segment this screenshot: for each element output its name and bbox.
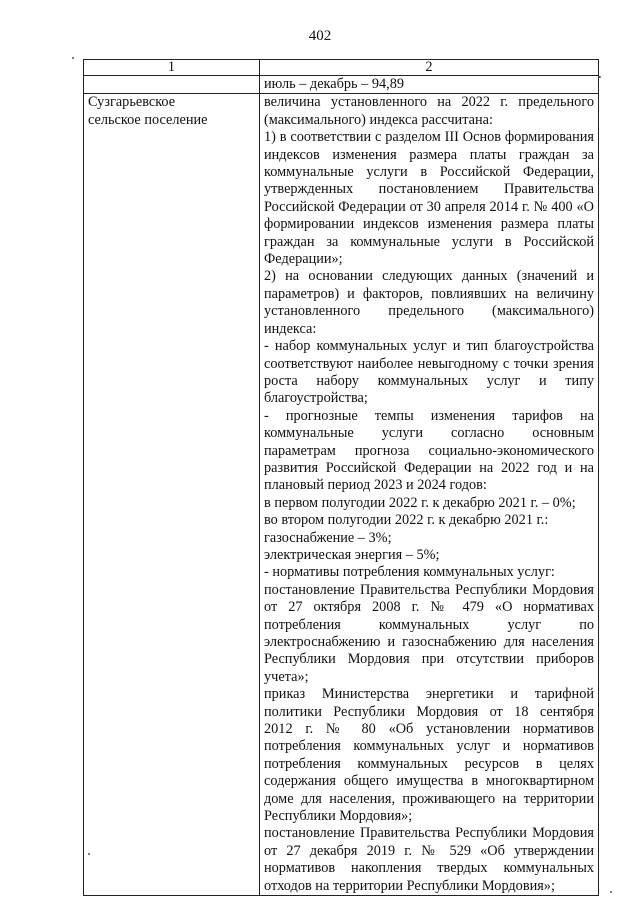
content-line: формировании индексов изменения размера платы (264, 216, 594, 233)
column-header-1: 1 (84, 60, 260, 76)
content-line: установленного предельного (максимального) (264, 303, 594, 320)
content-line: политики Республики Мордовия от 18 сентября (264, 703, 594, 720)
content-line: параметров) и факторов, повлиявших на величину (264, 285, 594, 302)
content-line: потребления коммунальных ресурсов в целях (264, 755, 594, 772)
content-line: Республики Мордовия при отсутствии приборов (264, 651, 594, 668)
content-line: газоснабжение – 3%; (264, 529, 392, 546)
content-line: 1) в соответствии с разделом III Основ формирования (264, 129, 594, 146)
content-line: - набор коммунальных услуг и тип благоустройства (264, 338, 594, 355)
content-line: Российской Федерации от 30 апреля 2014 г. № 400 «О (264, 198, 594, 215)
content-line: плановый период 2023 и 2024 годов: (264, 477, 487, 494)
table-header-row (84, 60, 599, 76)
continuation-cell (260, 76, 599, 94)
content-line: параметрам прогноза социально-экономического (264, 442, 594, 459)
content-line: нормативов накопления твердых коммунальных (264, 860, 594, 877)
page-number: 402 (308, 28, 332, 44)
continuation-row (84, 76, 599, 94)
content-line: коммунальные услуги согласно основным (264, 425, 594, 442)
content-line: учета»; (264, 668, 309, 685)
content-line: постановление Правительства Республики Мордовия (264, 581, 594, 598)
content-line: электроснабжению и газоснабжению для населения (264, 634, 594, 650)
scan-speck (610, 891, 612, 893)
content-line: отходов на территории Республики Мордовия»; (264, 877, 555, 894)
content-line: утвержденных постановлением Правительства (264, 181, 594, 198)
scan-speck (72, 57, 74, 59)
content-line: (максимального) индекса рассчитана: (264, 111, 493, 128)
content-line: во втором полугодии 2022 г. к декабрю 2021 г.: (264, 512, 549, 529)
content-line: в первом полугодии 2022 г. к декабрю 2021 г. – 0%; (264, 494, 576, 511)
content-line: Федерации»; (264, 251, 343, 268)
content-line: содержания общего имущества в многоквартирном (264, 773, 594, 790)
settlement-name-line: сельское поселение (88, 111, 208, 128)
content-line: потребления коммунальных услуг и нормативов (264, 738, 594, 755)
content-line: от 27 декабря 2019 г. № 529 «Об утверждении (264, 842, 594, 859)
content-line: роста набору коммунальных услуг и типу (264, 372, 594, 389)
content-line: приказ Министерства энергетики и тарифной (264, 686, 594, 703)
content-line: благоустройства; (264, 390, 368, 407)
content-line: от 27 октября 2008 г. № 479 «О нормативах (264, 599, 594, 616)
content-line: граждан за коммунальные услуги в Российской (264, 233, 594, 250)
scan-speck (598, 76, 601, 78)
content-line: постановление Правительства Республики Мордовия (264, 825, 594, 842)
column-header-2: 2 (260, 60, 599, 76)
content-line: индексов изменения размера платы граждан за (264, 146, 594, 163)
content-line: Республики Мордовия»; (264, 808, 413, 825)
content-line: соответствуют наиболее невыгодному с точки зрения (264, 355, 594, 372)
index-description-cell (260, 94, 599, 896)
continuation-text: июль – декабрь – 94,89 (264, 76, 405, 92)
content-line: коммунальные услуги в Российской Федерации, (264, 164, 594, 181)
continuation-empty-cell (84, 76, 260, 94)
settlement-name-line: Сузгарьевское (88, 94, 176, 111)
content-line: - прогнозные темпы изменения тарифов на (264, 407, 594, 424)
content-line: доме для населения, проживающего на территории (264, 790, 594, 807)
content-line: индекса: (264, 320, 317, 337)
norms-table (83, 59, 599, 896)
content-line: развития Российской Федерации на 2022 год и на (264, 459, 594, 476)
content-line: 2) на основании следующих данных (значений и (264, 268, 594, 285)
content-line: 2012 г. № 80 «Об установлении нормативов (264, 721, 594, 738)
content-line: величина установленного на 2022 г. предельного (264, 94, 594, 111)
content-line: электрическая энергия – 5%; (264, 546, 440, 563)
content-line: потребления коммунальных услуг по (264, 616, 594, 633)
table-row (84, 94, 599, 896)
settlement-cell (84, 94, 260, 896)
scan-speck (88, 853, 90, 855)
content-line: - нормативы потребления коммунальных услуг: (264, 564, 555, 581)
